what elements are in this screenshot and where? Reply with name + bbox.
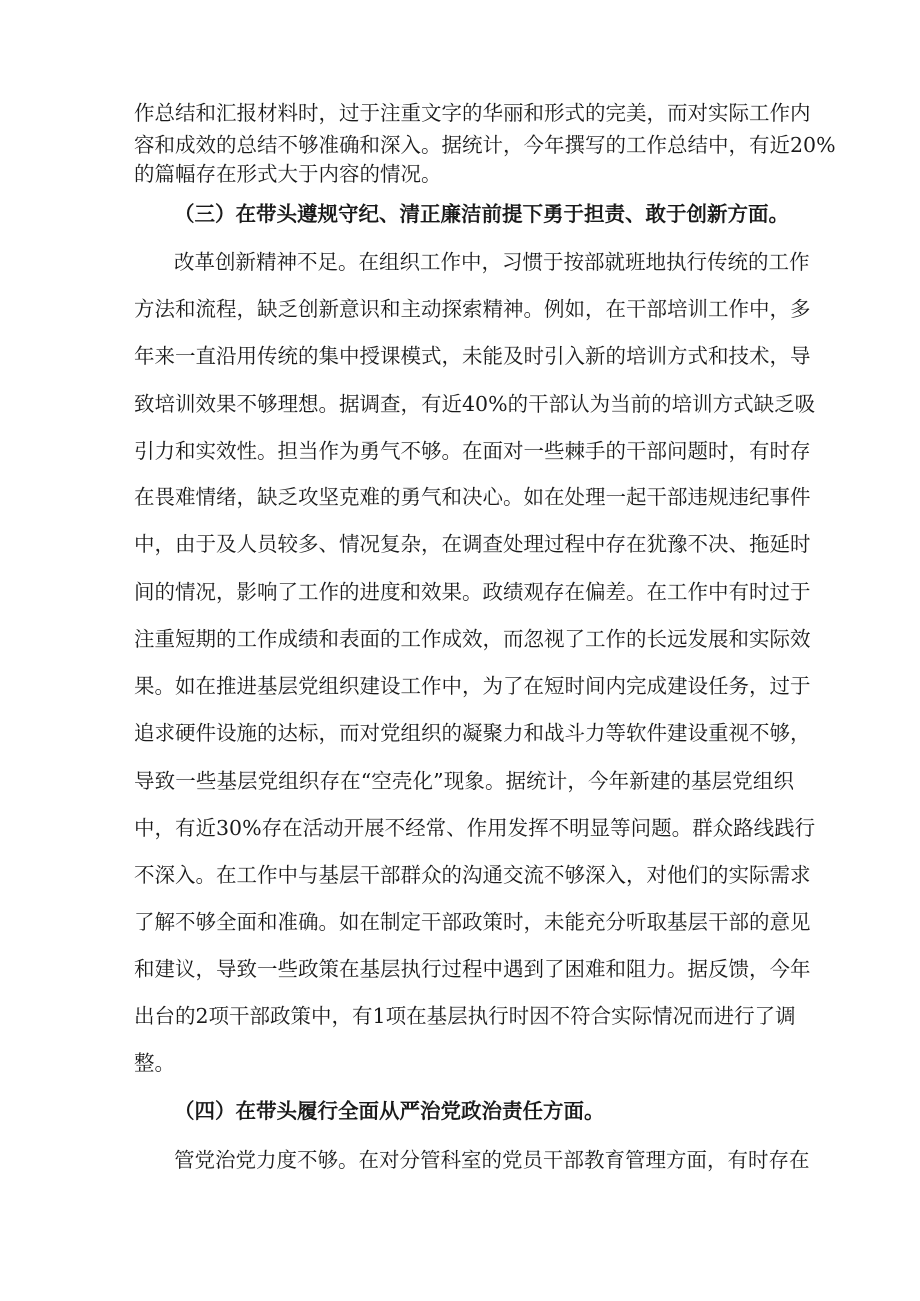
paragraph-line: 容和成效的总结不够准确和深入。据统计，今年撰写的工作总结中，有近20% xyxy=(134,133,836,157)
paragraph-line: 出台的2项干部政策中，有1项在基层执行时因不符合实际情况而进行了调 xyxy=(134,1004,796,1028)
paragraph-line: 注重短期的工作成绩和表面的工作成效，而忽视了工作的长远发展和实际效 xyxy=(134,627,811,651)
paragraph-line: 中，有近30%存在活动开展不经常、作用发挥不明显等问题。群众路线践行 xyxy=(134,816,816,840)
paragraph-line: 间的情况，影响了工作的进度和效果。政绩观存在偏差。在工作中有时过于 xyxy=(134,580,811,604)
paragraph-line: 作总结和汇报材料时，过于注重文字的华丽和形式的完美，而对实际工作内 xyxy=(134,101,811,125)
section-heading: （三）在带头遵规守纪、清正廉洁前提下勇于担责、敢于创新方面。 xyxy=(174,202,789,226)
paragraph-line: 果。如在推进基层党组织建设工作中，为了在短时间内完成建设任务，过于 xyxy=(134,674,811,698)
paragraph-line: 了解不够全面和准确。如在制定干部政策时，未能充分听取基层干部的意见 xyxy=(134,910,811,934)
paragraph-line: 引力和实效性。担当作为勇气不够。在面对一些棘手的干部问题时，有时存 xyxy=(134,439,811,463)
paragraph-line: 致培训效果不够理想。据调查，有近40%的干部认为当前的培训方式缺乏吸 xyxy=(134,392,816,416)
paragraph-line: 方法和流程，缺乏创新意识和主动探索精神。例如，在干部培训工作中，多 xyxy=(134,297,811,321)
paragraph-line: 管党治党力度不够。在对分管科室的党员干部教育管理方面，有时存在 xyxy=(174,1148,810,1172)
paragraph-line: 导致一些基层党组织存在“空壳化”现象。据统计，今年新建的基层党组织 xyxy=(134,769,794,793)
paragraph-line: 追求硬件设施的达标，而对党组织的凝聚力和战斗力等软件建设重视不够， xyxy=(134,721,811,745)
paragraph-line: 改革创新精神不足。在组织工作中，习惯于按部就班地执行传统的工作 xyxy=(174,250,810,274)
paragraph-line: 不深入。在工作中与基层干部群众的沟通交流不够深入，对他们的实际需求 xyxy=(134,863,811,887)
paragraph-line: 的篇幅存在形式大于内容的情况。 xyxy=(134,162,442,186)
section-heading: （四）在带头履行全面从严治党政治责任方面。 xyxy=(174,1099,605,1123)
paragraph-line: 中，由于及人员较多、情况复杂，在调查处理过程中存在犹豫不决、拖延时 xyxy=(134,532,811,556)
paragraph-line: 在畏难情绪，缺乏攻坚克难的勇气和决心。如在处理一起干部违规违纪事件 xyxy=(134,485,811,509)
paragraph-line: 和建议，导致一些政策在基层执行过程中遇到了困难和阻力。据反馈，今年 xyxy=(134,957,811,981)
paragraph-line: 整。 xyxy=(134,1051,175,1075)
paragraph-line: 年来一直沿用传统的集中授课模式，未能及时引入新的培训方式和技术，导 xyxy=(134,344,811,368)
